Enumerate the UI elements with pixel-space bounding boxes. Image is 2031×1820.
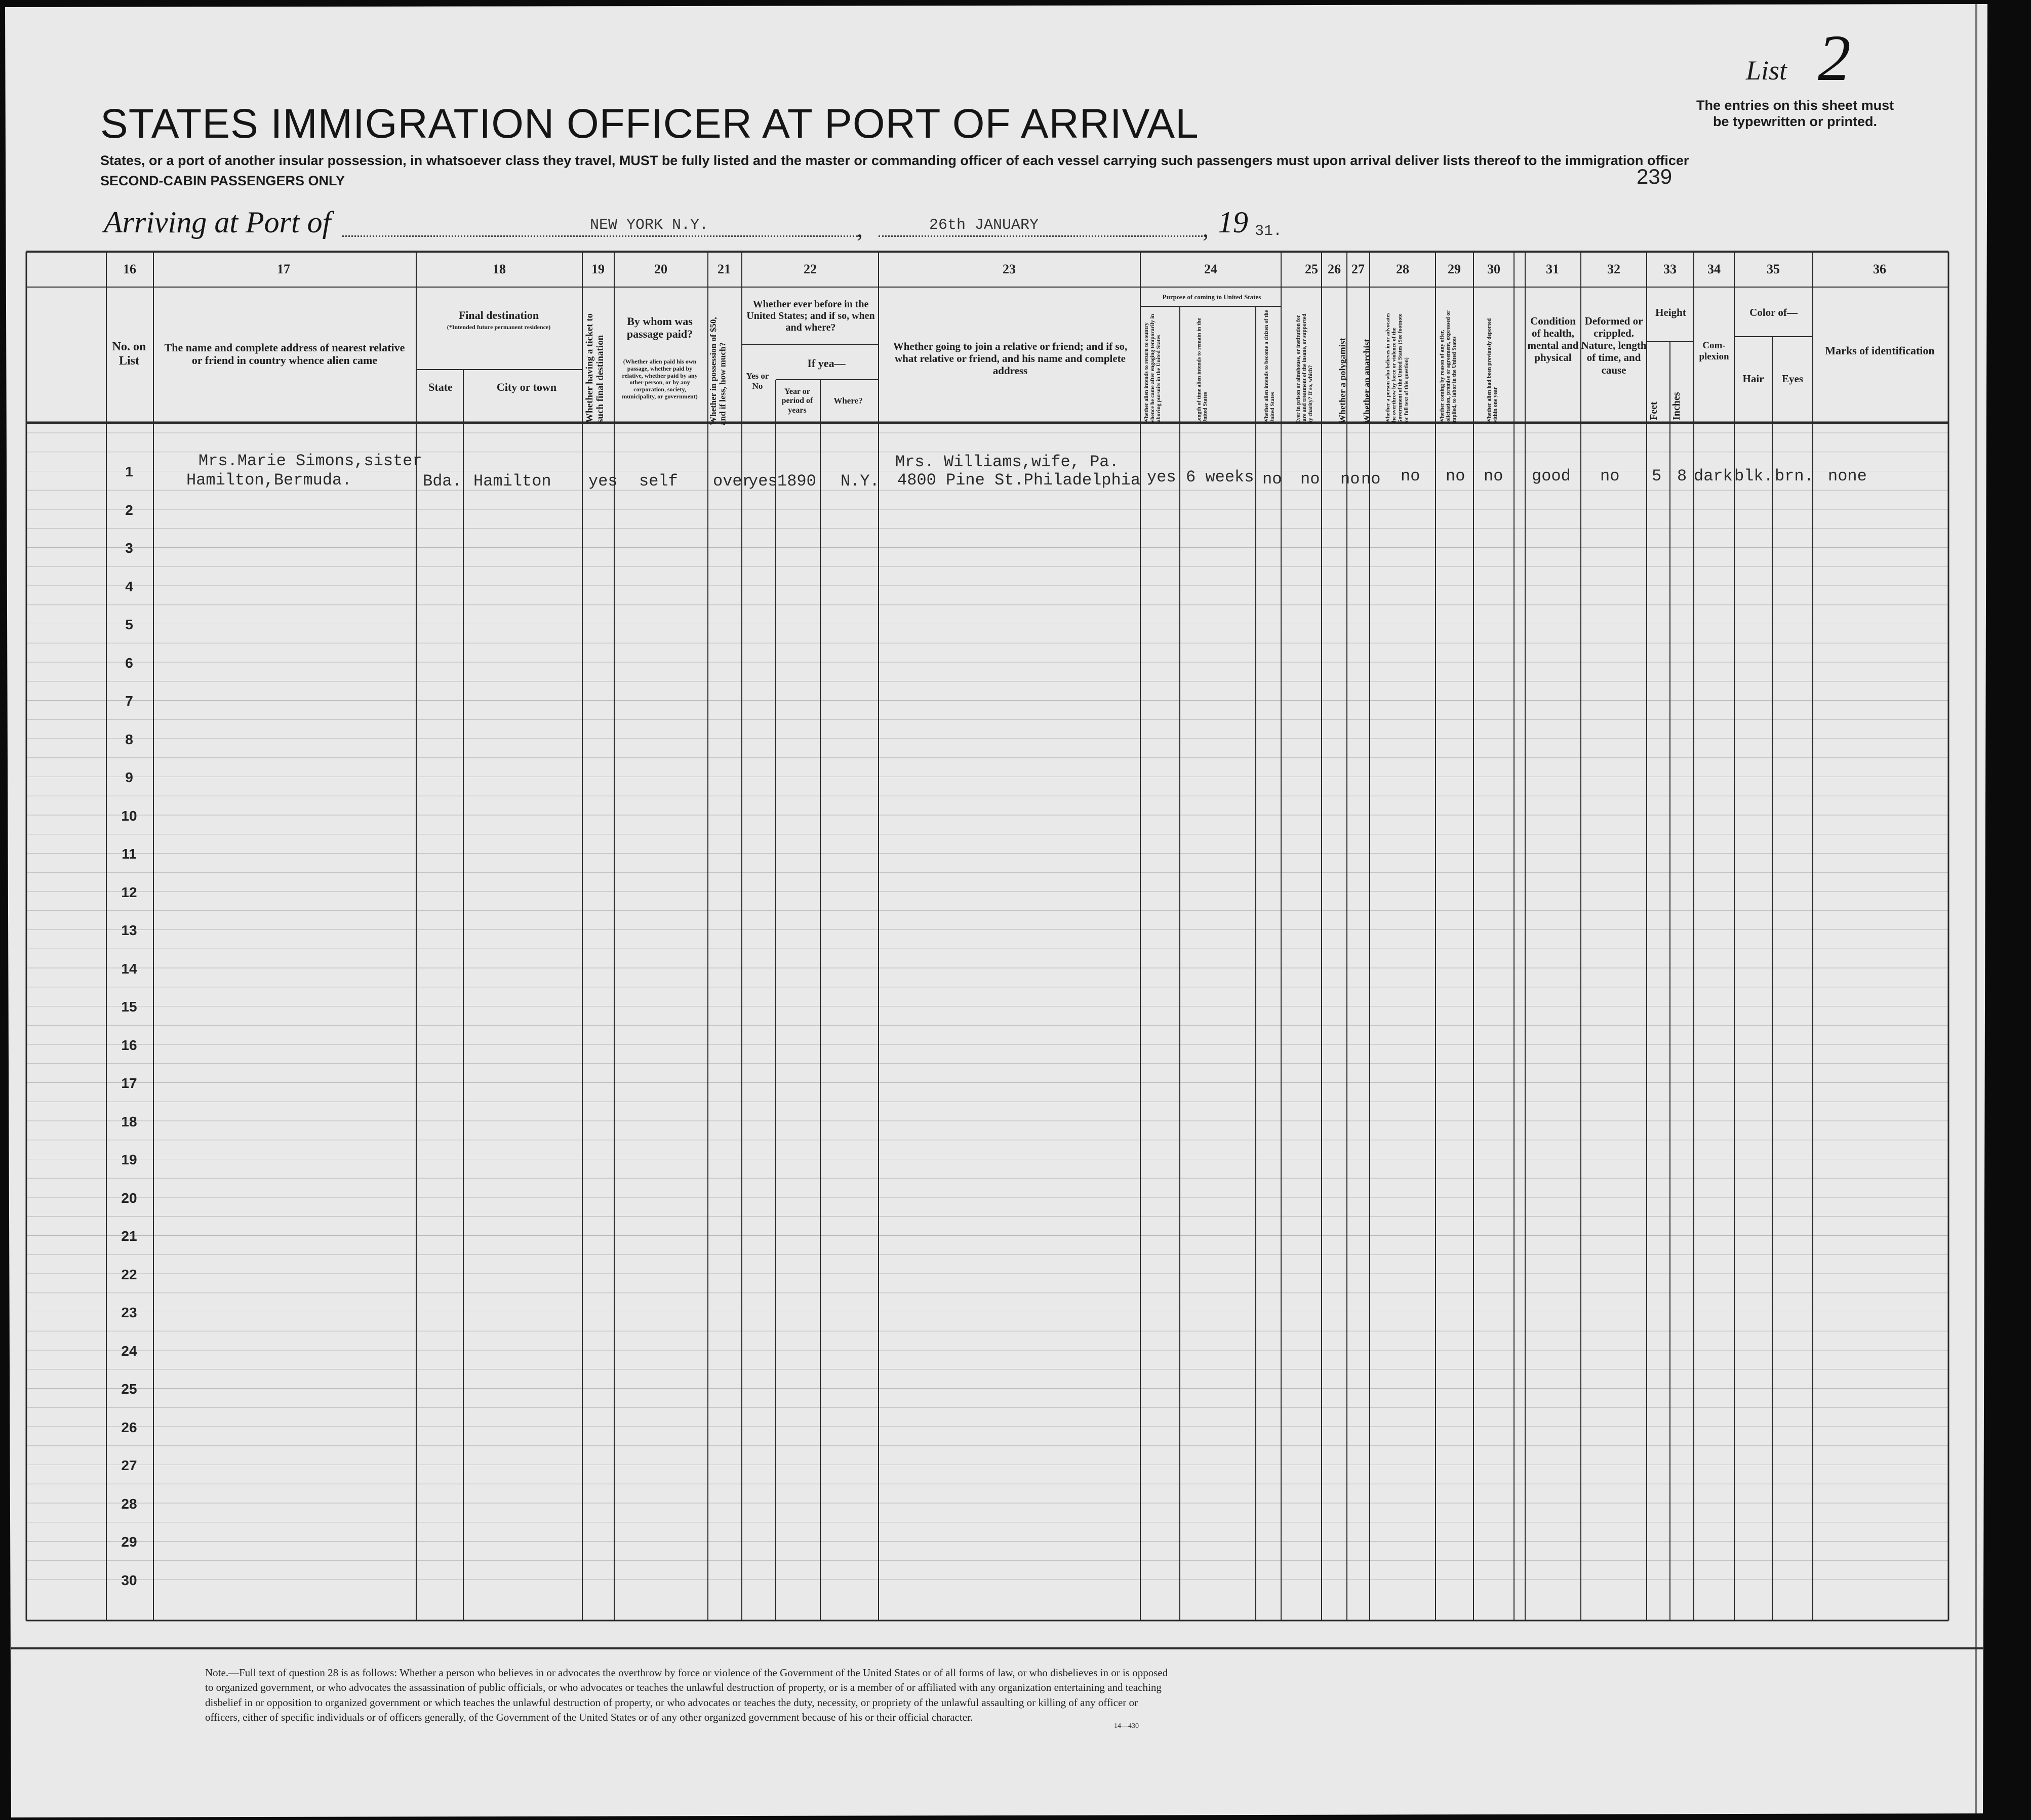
row-number: 5	[125, 617, 133, 632]
row-number: 22	[121, 1266, 137, 1282]
marks-value: none	[1828, 467, 1867, 486]
row-number: 4	[125, 578, 133, 594]
row-number: 9	[125, 770, 133, 785]
column-number: 27	[1351, 262, 1365, 276]
page-title: STATES IMMIGRATION OFFICER AT PORT OF ARRIVAL	[100, 101, 1199, 147]
column-number: 26	[1328, 262, 1341, 276]
header-state: State	[428, 381, 453, 393]
row-number: 2	[125, 502, 133, 518]
inches-value: 8	[1677, 467, 1687, 486]
column-number: 36	[1873, 262, 1886, 276]
column-number: 23	[1003, 262, 1016, 276]
row-number: 17	[121, 1075, 137, 1091]
money-value: over	[713, 472, 752, 491]
column-number: 17	[277, 262, 290, 276]
destination-city: Hamilton	[473, 472, 551, 491]
header-final-destination-note: (*Intended future permanent residence)	[447, 323, 551, 331]
header-col28: Whether a person who believes in or advocates the overthrow by force or violence of the Government of the United States (See footnote for full text of this question)	[1385, 312, 1410, 424]
column-number: 21	[718, 262, 731, 276]
header-col30: Whether alien had been previously deported within one year	[1486, 318, 1499, 424]
header-year-or-period: Year or period of years	[781, 387, 813, 415]
col28-value: no	[1401, 467, 1420, 486]
deformed-value: no	[1600, 467, 1620, 486]
relative-address: Hamilton,Bermuda.	[186, 471, 352, 490]
column-number: 28	[1396, 262, 1409, 276]
join-relative: Mrs. Williams,wife, Pa.	[895, 453, 1119, 471]
row-number: 13	[121, 922, 137, 938]
col30-value: no	[1484, 467, 1503, 486]
row-number: 26	[121, 1419, 137, 1435]
citizen-value: no	[1262, 470, 1282, 489]
header-no-on-list: No. on List	[112, 340, 146, 368]
header-purpose: Purpose of coming to United States	[1162, 293, 1261, 301]
hair-value: blk.	[1734, 467, 1773, 486]
header-city: City or town	[496, 381, 557, 393]
date-underline	[879, 235, 1203, 237]
comma-1: ,	[857, 216, 863, 242]
health-value: good	[1532, 467, 1571, 486]
header-yes-or-no: Yes or No	[746, 371, 769, 391]
header-feet: Feet	[1648, 401, 1659, 420]
ticket-value: yes	[588, 472, 618, 491]
row-number: 24	[121, 1343, 137, 1359]
where-value: N.Y.	[841, 472, 880, 491]
header-anarchist: Whether an anarchist	[1362, 339, 1372, 424]
row-number: 14	[121, 960, 137, 977]
header-health: Condition of health, mental and physical	[1527, 315, 1579, 364]
passage-paid-value: self	[639, 472, 678, 491]
column-number: 35	[1767, 262, 1780, 276]
column-number: 33	[1663, 262, 1677, 276]
arrival-port: NEW YORK N.Y.	[590, 217, 709, 234]
class-note: SECOND-CABIN PASSENGERS ONLY	[100, 173, 345, 188]
row-number: 29	[121, 1534, 137, 1550]
header-complexion: Com-plexion	[1699, 340, 1729, 362]
row-number: 25	[121, 1381, 137, 1397]
row-number: 19	[121, 1152, 137, 1167]
header-inches: Inches	[1671, 392, 1682, 420]
year-prefix: 19	[1218, 206, 1248, 239]
header-deformed: Deformed or crippled. Nature, length of time, and cause	[1581, 315, 1647, 376]
length-value: 6 weeks	[1186, 468, 1254, 487]
column-number: 29	[1448, 262, 1461, 276]
year-suffix: 31.	[1255, 223, 1283, 240]
column-number: 30	[1487, 262, 1500, 276]
header-hair: Hair	[1742, 373, 1764, 385]
row-number: 28	[121, 1495, 137, 1512]
comma-2: ,	[1203, 216, 1209, 242]
row-number: 11	[122, 846, 137, 862]
column-number: 25	[1305, 262, 1318, 276]
row-number: 10	[121, 807, 137, 824]
header-going-to-join: Whether going to join a relative or friend; and if so, what relative or friend, and his name and complete address	[893, 340, 1128, 377]
header-height: Height	[1655, 306, 1686, 318]
header-passage-paid: By whom was passage paid?	[626, 315, 693, 341]
header-if-yea: If yea—	[807, 357, 846, 370]
form-number: 14—430	[1114, 1722, 1139, 1730]
header-nearest-relative: The name and complete address of nearest relative or friend in country whence alien came	[164, 341, 405, 367]
row-number: 3	[125, 540, 133, 556]
row-number: 15	[121, 999, 137, 1015]
column-number: 31	[1546, 262, 1559, 276]
year-value: 1890	[777, 472, 816, 491]
purpose-value: yes	[1147, 468, 1176, 487]
header-passage-note: (Whether alien paid his own passage, whether paid by relative, whether paid by any other person, or by any corporation, society, municipality, or government)	[622, 358, 698, 400]
join-address: 4800 Pine St.Philadelphia	[897, 471, 1141, 490]
row-number: 1	[125, 464, 133, 479]
complexion-value: dark	[1694, 467, 1733, 486]
row-number: 6	[125, 655, 133, 671]
feet-value: 5	[1652, 467, 1662, 486]
header-purpose-return: Whether alien intends to return to country whence he came after engaging temporarily in laboring pursuits in the United States	[1143, 314, 1162, 424]
list-label: List	[1746, 55, 1787, 86]
row-number: 7	[125, 693, 133, 709]
header-final-destination: Final destination	[458, 309, 539, 321]
header-possession-50: Whether in possession of $50, and if less, how much?	[708, 317, 728, 425]
header-polygamist: Whether a polygamist	[1337, 338, 1347, 424]
row-number: 12	[121, 884, 137, 900]
ever-before-value: yes	[748, 472, 778, 491]
eyes-value: brn.	[1775, 467, 1814, 486]
notice-line-2: be typewritten or printed.	[1713, 114, 1878, 130]
destination-state: Bda.	[423, 472, 462, 491]
row-number: 30	[121, 1572, 137, 1588]
typewritten-notice	[1696, 97, 1894, 130]
row-number: 18	[121, 1113, 137, 1129]
header-eyes: Eyes	[1782, 373, 1803, 385]
column-number: 16	[123, 262, 136, 276]
relative-name: Mrs.Marie Simons,sister	[198, 452, 422, 470]
port-underline	[342, 235, 858, 237]
header-color-of: Color of—	[1749, 306, 1798, 318]
row-number: 23	[121, 1305, 137, 1320]
header-citizen-intent: Whether alien intends to become a citizen of the United States	[1263, 310, 1276, 424]
row-number: 20	[121, 1190, 137, 1206]
notice-line-1: The entries on this sheet must	[1696, 98, 1894, 113]
col29-value: no	[1446, 467, 1465, 486]
footnote: Note.—Full text of question 28 is as follows: Whether a person who believes in or advocates the overthrow by force or violence of the Government of the United States or of all forms of law, or who disbelieves in or is opposed to organized government, or who advocates the assassination of public officials, or who advocates or teaches the unlawful destruction of property, or is a member of or affiliated with any organization entertaining and teaching disbelief in or opposition to organized government or which teaches the unlawful destruction of property, or who advocates or teaches the duty, necessity, or propriety of the unlawful assaulting or killing of any officer or officers, either of specific individuals or of officers generally, of the Government of the United States or of any other organized government because of his or their official character.	[205, 1667, 1168, 1724]
header-where: Where?	[833, 396, 863, 406]
header-col29: Whether coming by reason of any offer, solicitation, promise or agreement, expressed or implied, to labor in the United States	[1439, 310, 1458, 424]
row-number: 21	[121, 1228, 137, 1244]
column-number: 32	[1607, 262, 1620, 276]
prison-value: no	[1300, 470, 1320, 489]
arrival-date: 26th JANUARY	[929, 217, 1039, 234]
column-number: 24	[1204, 262, 1217, 276]
anarchist-value: no	[1361, 470, 1381, 489]
header-ticket: Whether having a ticket to such final destination	[584, 313, 606, 423]
header-marks: Marks of identification	[1825, 344, 1935, 357]
row-number: 8	[125, 731, 133, 747]
header-ever-before: Whether ever before in the United States; and if so, when and where?	[746, 299, 875, 333]
column-number: 20	[654, 262, 667, 276]
page-number: 239	[1637, 165, 1672, 188]
header-length-of-time: Length of time alien intends to remain in the United States	[1196, 318, 1209, 424]
column-number: 34	[1707, 262, 1721, 276]
column-number: 19	[591, 262, 605, 276]
row-number: 27	[121, 1458, 137, 1473]
list-number: 2	[1818, 22, 1851, 95]
instruction-text: States, or a port of another insular possession, in whatsoever class they travel, MUST be fully listed and the master or commanding officer of each vessel carrying such passengers must upon arrival deliver lists thereof to the immigration officer	[100, 153, 1689, 168]
row-number: 16	[121, 1037, 137, 1053]
polygamist-value: no	[1340, 470, 1360, 489]
arriving-label: Arriving at Port of	[104, 206, 331, 239]
header-prison: Ever in prison or almshouse, or institution for care and treatment of the insane, or supported by charity? If so, which?	[1295, 313, 1314, 424]
column-number: 18	[493, 262, 506, 276]
column-number: 22	[804, 262, 817, 276]
